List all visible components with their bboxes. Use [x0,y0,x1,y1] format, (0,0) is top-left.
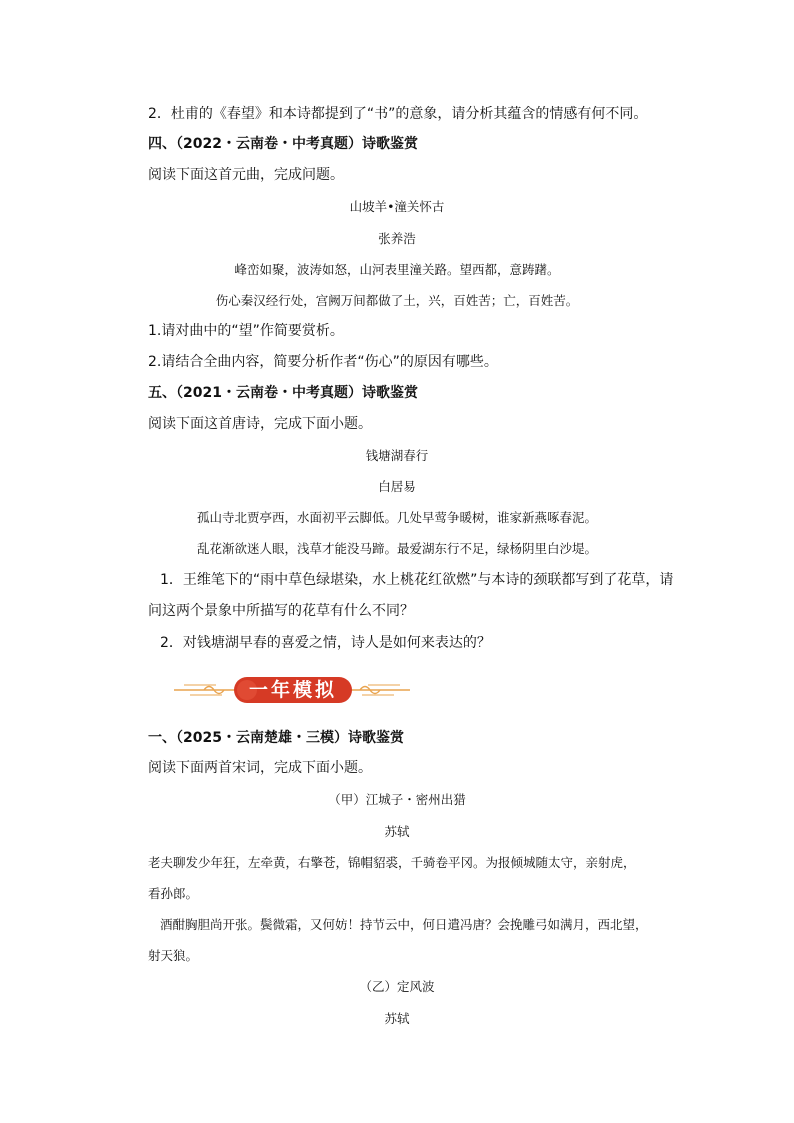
instruction-text: 阅读下面这首唐诗，完成下面小题。 [148,416,372,432]
poem-line: 伤心秦汉经行处，宫阙万间都做了土，兴，百姓苦；亡，百姓苦。 [215,293,579,308]
question-text: 2．对钱塘湖早春的喜爱之情，诗人是如何来表达的？ [160,635,491,651]
section-heading: 四、（2022・云南卷・中考真题）诗歌鉴赏 [148,136,418,152]
poem-line: 老夫聊发少年狂，左牵黄，右擎苍，锦帽貂裘，千骑卷平冈。为报倾城随太守，亲射虎， [148,855,636,870]
poem-author: 白居易 [378,479,416,494]
poem-line: 射天狼。 [148,948,199,963]
question-text: 1．王维笔下的“雨中草色绿堪染，水上桃花红欲燃”与本诗的颈联都写到了花草，请 [160,572,674,588]
poem-line: 峰峦如聚，波涛如怒，山河表里潼关路。望西都，意踌躇。 [234,262,560,277]
question-text: 2.请结合全曲内容，简要分析作者“伤心”的原因有哪些。 [148,354,498,370]
instruction-text: 阅读下面这首元曲，完成问题。 [148,167,344,183]
poem-line: 酒酣胸胆尚开张。鬓微霜，又何妨！持节云中，何日遣冯唐？会挽雕弓如满月，西北望， [160,917,648,932]
section-heading: 五、（2021・云南卷・中考真题）诗歌鉴赏 [148,385,418,401]
poem-line: 孤山寺北贾亭西，水面初平云脚低。几处早莺争暖树，谁家新燕啄春泥。 [196,510,597,525]
instruction-text: 阅读下面两首宋词，完成下面小题。 [148,760,372,776]
poem-line: 看孙郎。 [148,886,199,901]
question-text: 2．杜甫的《春望》和本诗都提到了“书”的意象，请分析其蕴含的情感有何不同。 [148,106,648,122]
poem-title: 山坡羊•潼关怀古 [349,199,445,214]
poem-line: 乱花渐欲迷人眼，浅草才能没马蹄。最爱湖东行不足，绿杨阴里白沙堤。 [196,541,597,556]
poem-author: 张养浩 [378,231,416,246]
poem-title: （乙）定风波 [359,979,435,994]
poem-author: 苏轼 [384,1011,410,1026]
banner-title: 一年模拟 [248,679,337,701]
question-text: 1.请对曲中的“望”作简要赏析。 [148,323,344,339]
poem-author: 苏轼 [384,824,410,839]
section-banner [170,671,414,709]
section-heading: 一、（2025・云南楚雄・三模）诗歌鉴赏 [148,730,404,746]
poem-title: （甲）江城子・密州出猎 [328,792,466,807]
question-text: 问这两个景象中所描写的花草有什么不同？ [148,603,414,619]
poem-title: 钱塘湖春行 [365,448,429,463]
